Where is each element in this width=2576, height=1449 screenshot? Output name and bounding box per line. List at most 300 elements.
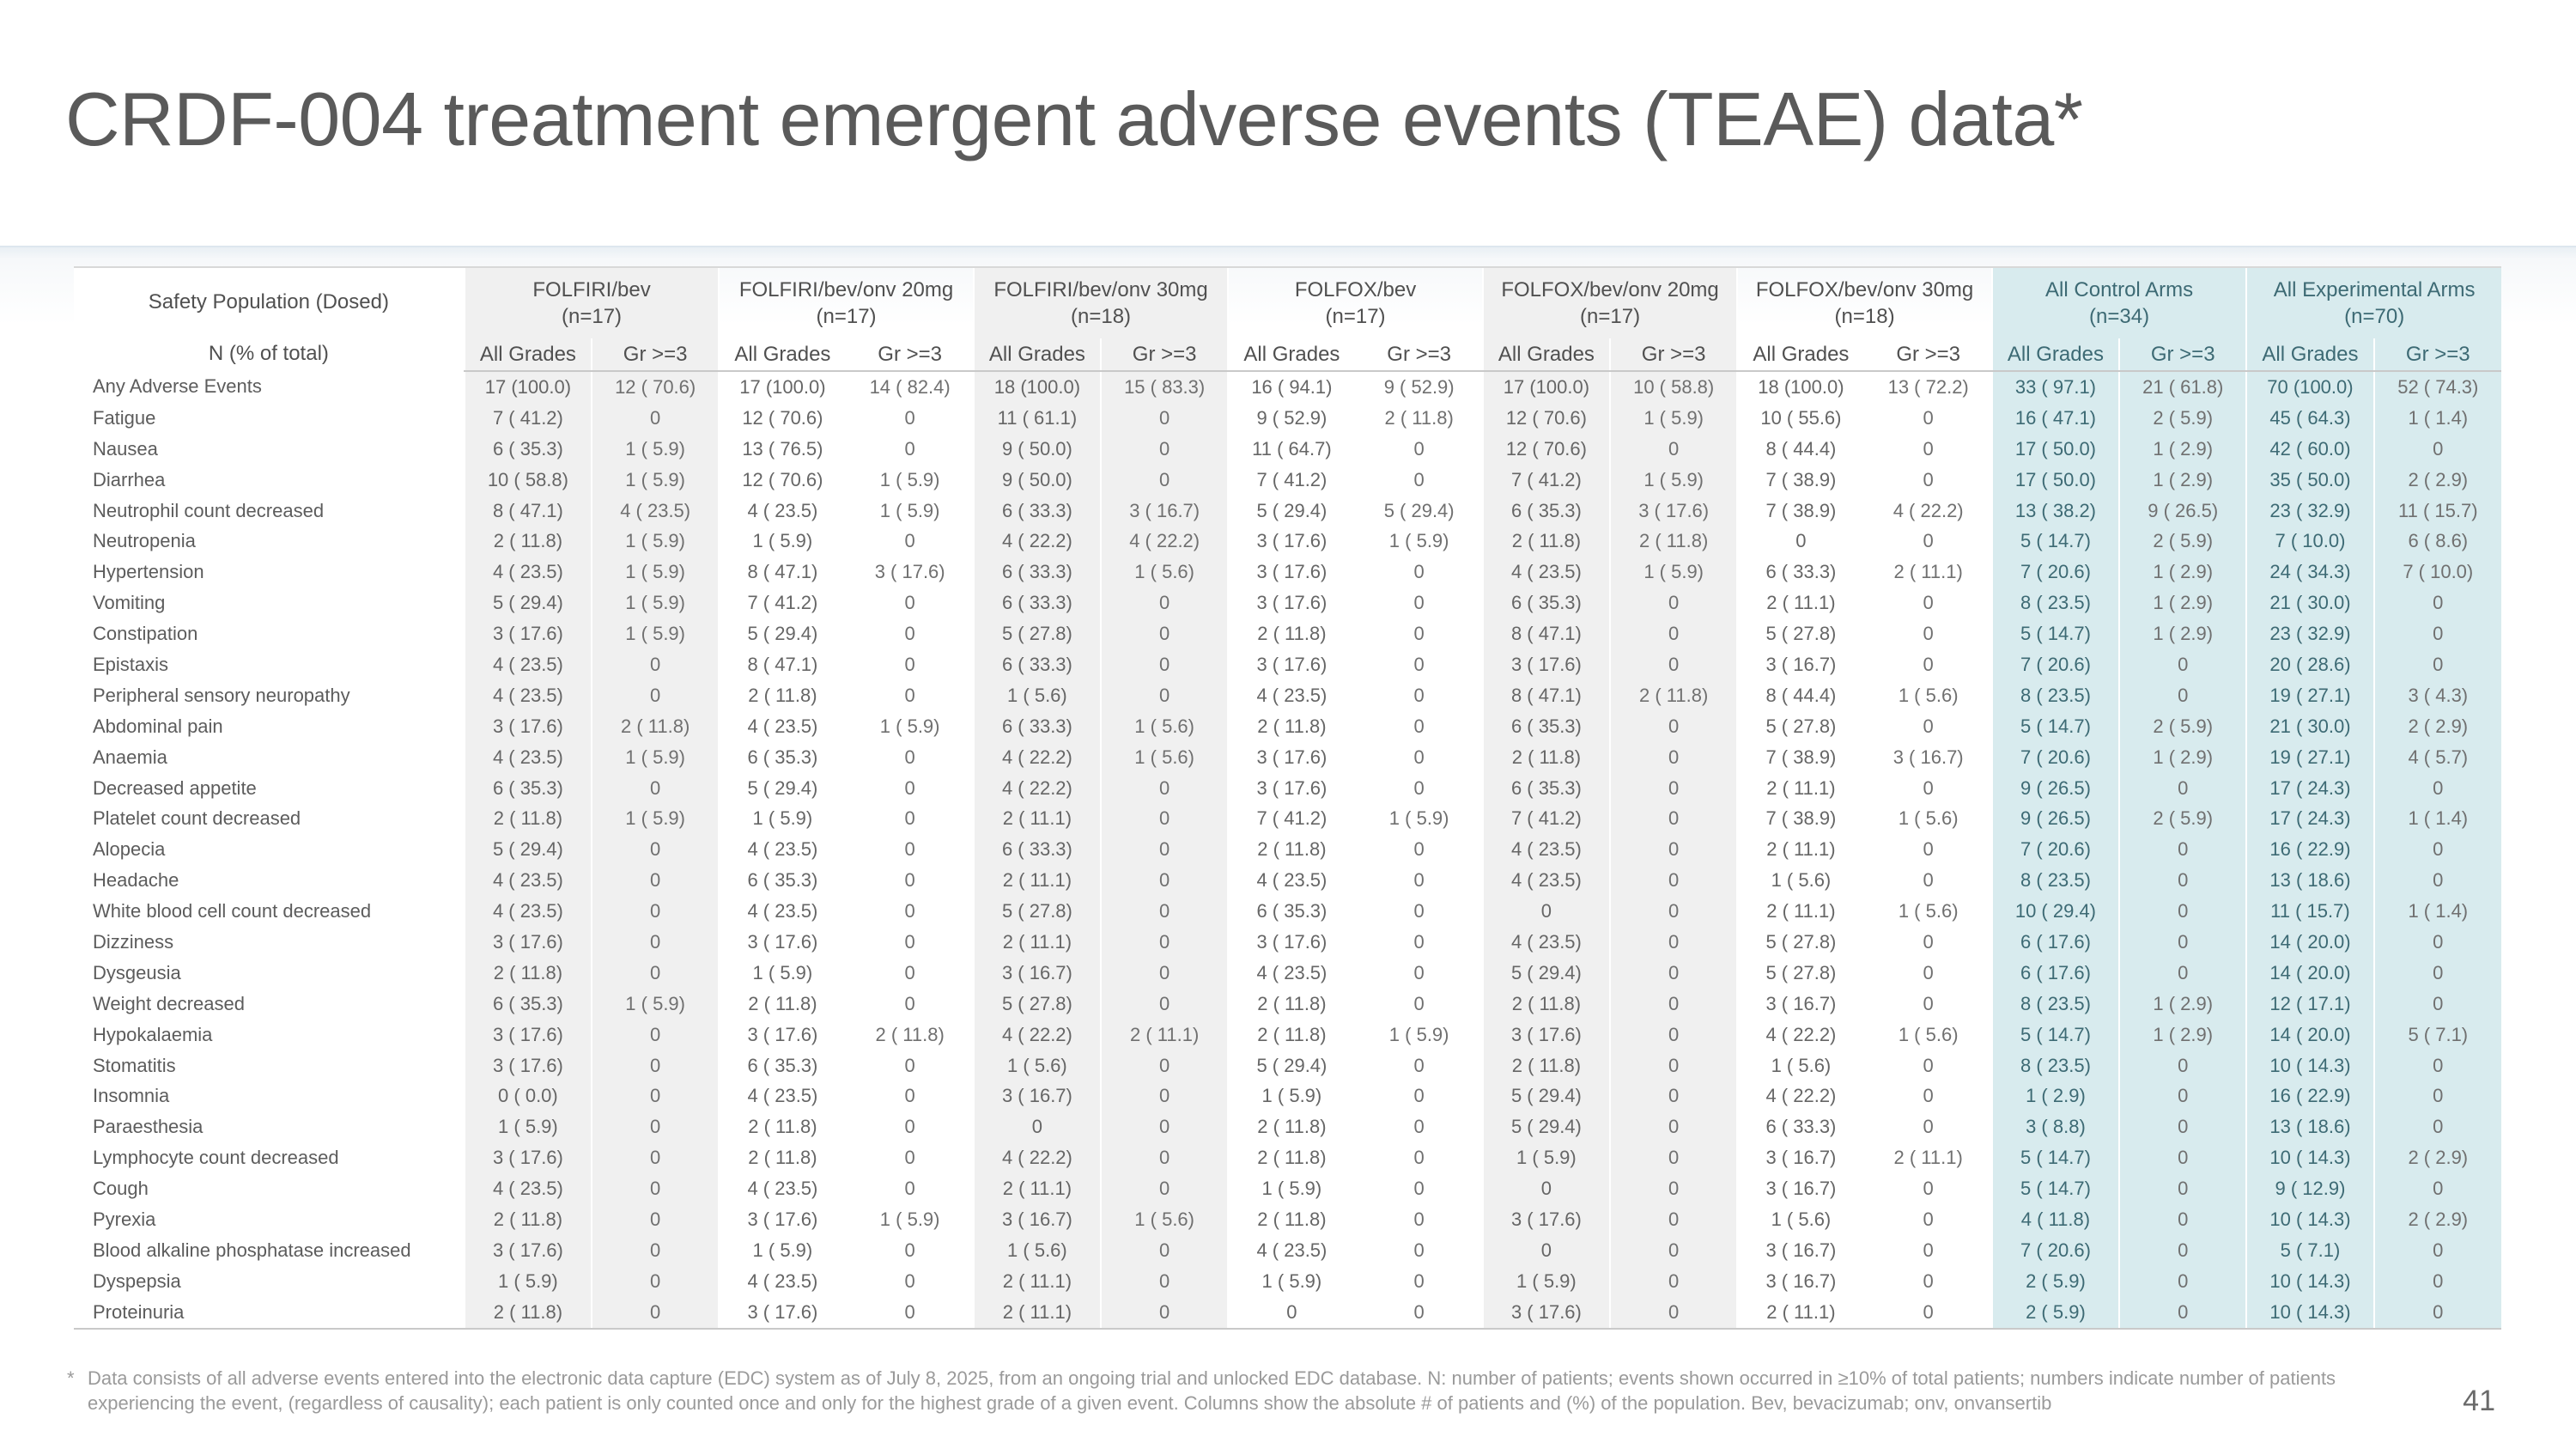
cell-all-grades: 0 [1483, 1173, 1610, 1204]
cell-grade3: 0 [1356, 742, 1483, 773]
cell-grade3: 0 [2374, 834, 2501, 865]
event-name: Blood alkaline phosphatase increased [74, 1235, 465, 1266]
arm-n: (n=17) [562, 305, 623, 329]
cell-grade3: 1 ( 5.9) [847, 1204, 974, 1235]
cell-grade3: 0 [1101, 927, 1228, 958]
cell-grade3: 0 [2119, 896, 2246, 927]
cell-all-grades: 8 ( 23.5) [1992, 1050, 2119, 1081]
cell-all-grades: 4 ( 23.5) [1228, 958, 1355, 989]
arm-header [1228, 267, 1483, 338]
cell-all-grades: 6 ( 33.3) [1737, 1111, 1864, 1142]
event-name: Peripheral sensory neuropathy [74, 680, 465, 711]
cell-grade3: 0 [1610, 896, 1737, 927]
cell-grade3: 7 ( 10.0) [2374, 557, 2501, 588]
cell-all-grades: 2 ( 11.1) [1737, 773, 1864, 804]
cell-grade3: 0 [1101, 896, 1228, 927]
cell-grade3: 0 [847, 1266, 974, 1297]
cell-all-grades: 2 ( 11.8) [719, 989, 846, 1020]
event-name: Lymphocyte count decreased [74, 1142, 465, 1173]
grade3-header: Gr >=3 [2374, 338, 2501, 371]
cell-grade3: 0 [592, 865, 719, 896]
cell-all-grades: 16 ( 94.1) [1228, 371, 1355, 403]
cell-all-grades: 7 ( 20.6) [1992, 557, 2119, 588]
cell-all-grades: 1 ( 5.6) [974, 1235, 1101, 1266]
table-row [74, 711, 2501, 742]
cell-all-grades: 4 ( 23.5) [1483, 557, 1610, 588]
cell-all-grades: 3 ( 16.7) [1737, 649, 1864, 680]
cell-grade3: 0 [1356, 958, 1483, 989]
cell-all-grades: 2 ( 11.1) [1737, 834, 1864, 865]
cell-grade3: 0 [592, 896, 719, 927]
event-name: Anaemia [74, 742, 465, 773]
cell-all-grades: 7 ( 38.9) [1737, 742, 1864, 773]
table-row [74, 371, 2501, 403]
cell-grade3: 0 [2119, 1142, 2246, 1173]
cell-all-grades: 4 ( 23.5) [1483, 927, 1610, 958]
cell-grade3: 0 [592, 1142, 719, 1173]
all-grades-header: All Grades [465, 338, 592, 371]
cell-grade3: 1 ( 5.9) [592, 803, 719, 834]
slide-title: CRDF-004 treatment emergent adverse events (TEAE) data* [65, 76, 2083, 161]
arm-header [1737, 267, 1992, 338]
event-name: Platelet count decreased [74, 803, 465, 834]
arm-name: FOLFIRI/bev/onv 20mg [738, 278, 954, 302]
cell-grade3: 0 [1865, 773, 1992, 804]
cell-grade3: 0 [1610, 803, 1737, 834]
cell-all-grades: 5 ( 29.4) [1483, 1081, 1610, 1111]
cell-all-grades: 0 [1483, 1235, 1610, 1266]
cell-all-grades: 6 ( 35.3) [1483, 588, 1610, 618]
cell-grade3: 0 [1610, 1111, 1737, 1142]
cell-grade3: 1 ( 1.4) [2374, 403, 2501, 434]
cell-grade3: 0 [1865, 1050, 1992, 1081]
cell-grade3: 1 ( 2.9) [2119, 557, 2246, 588]
event-name: Weight decreased [74, 989, 465, 1020]
cell-grade3: 0 [1356, 1050, 1483, 1081]
cell-grade3: 0 [1101, 1081, 1228, 1111]
cell-all-grades: 5 ( 29.4) [1228, 496, 1355, 527]
cell-all-grades: 3 ( 16.7) [974, 958, 1101, 989]
cell-all-grades: 4 ( 23.5) [719, 1173, 846, 1204]
cell-all-grades: 6 ( 35.3) [1483, 711, 1610, 742]
cell-grade3: 0 [1356, 896, 1483, 927]
cell-all-grades: 13 ( 18.6) [2246, 1111, 2373, 1142]
table-row [74, 465, 2501, 496]
cell-grade3: 1 ( 2.9) [2119, 989, 2246, 1020]
cell-grade3: 0 [1101, 1111, 1228, 1142]
arm-name: FOLFIRI/bev [532, 278, 651, 302]
cell-all-grades: 8 ( 44.4) [1737, 680, 1864, 711]
cell-all-grades: 8 ( 47.1) [719, 649, 846, 680]
cell-grade3: 0 [1865, 865, 1992, 896]
cell-all-grades: 2 ( 11.8) [1228, 1204, 1355, 1235]
cell-grade3: 0 [847, 834, 974, 865]
cell-all-grades: 7 ( 38.9) [1737, 803, 1864, 834]
cell-all-grades: 2 ( 11.8) [719, 1142, 846, 1173]
cell-all-grades: 8 ( 47.1) [1483, 680, 1610, 711]
cell-all-grades: 3 ( 17.6) [465, 1235, 592, 1266]
cell-grade3: 1 ( 5.9) [592, 588, 719, 618]
cell-all-grades: 1 ( 5.6) [974, 1050, 1101, 1081]
cell-grade3: 0 [1865, 434, 1992, 465]
cell-all-grades: 5 ( 14.7) [1992, 526, 2119, 557]
arm-header [465, 267, 720, 338]
cell-all-grades: 6 ( 35.3) [719, 865, 846, 896]
cell-grade3: 1 ( 5.6) [1101, 557, 1228, 588]
cell-all-grades: 6 ( 35.3) [719, 1050, 846, 1081]
cell-all-grades: 3 ( 17.6) [1228, 588, 1355, 618]
cell-all-grades: 3 ( 16.7) [1737, 1235, 1864, 1266]
cell-grade3: 0 [1101, 773, 1228, 804]
cell-grade3: 3 ( 16.7) [1865, 742, 1992, 773]
cell-grade3: 0 [1356, 680, 1483, 711]
cell-grade3: 1 ( 5.9) [1356, 1020, 1483, 1050]
cell-grade3: 0 [1101, 403, 1228, 434]
cell-all-grades: 4 ( 23.5) [465, 557, 592, 588]
cell-grade3: 0 [1865, 1111, 1992, 1142]
cell-grade3: 0 [1356, 834, 1483, 865]
cell-all-grades: 23 ( 32.9) [2246, 496, 2373, 527]
arm-n: (n=18) [1834, 305, 1895, 329]
cell-grade3: 1 ( 5.6) [1865, 896, 1992, 927]
cell-all-grades: 20 ( 28.6) [2246, 649, 2373, 680]
cell-grade3: 0 [2374, 865, 2501, 896]
cell-all-grades: 8 ( 23.5) [1992, 989, 2119, 1020]
cell-all-grades: 3 ( 17.6) [1483, 1204, 1610, 1235]
arm-n: (n=34) [2089, 305, 2150, 329]
cell-all-grades: 4 ( 23.5) [719, 1266, 846, 1297]
event-name: Dizziness [74, 927, 465, 958]
cell-grade3: 0 [1356, 865, 1483, 896]
cell-all-grades: 4 ( 22.2) [1737, 1081, 1864, 1111]
cell-all-grades: 4 ( 23.5) [465, 680, 592, 711]
cell-all-grades: 18 (100.0) [974, 371, 1101, 403]
cell-grade3: 0 [847, 773, 974, 804]
cell-all-grades: 17 (100.0) [1483, 371, 1610, 403]
cell-all-grades: 0 ( 0.0) [465, 1081, 592, 1111]
page-number: 41 [2463, 1385, 2495, 1417]
cell-all-grades: 2 ( 11.8) [1483, 526, 1610, 557]
cell-all-grades: 7 ( 41.2) [1228, 803, 1355, 834]
cell-grade3: 2 ( 11.1) [1865, 557, 1992, 588]
cell-grade3: 0 [2119, 834, 2246, 865]
cell-all-grades: 4 ( 23.5) [719, 834, 846, 865]
cell-grade3: 0 [1865, 1235, 1992, 1266]
cell-all-grades: 3 ( 16.7) [1737, 1173, 1864, 1204]
cell-all-grades: 16 ( 22.9) [2246, 1081, 2373, 1111]
arm-name: All Control Arms [2045, 278, 2194, 302]
cell-all-grades: 6 ( 17.6) [1992, 958, 2119, 989]
table-row [74, 1050, 2501, 1081]
cell-all-grades: 17 ( 50.0) [1992, 434, 2119, 465]
cell-all-grades: 11 ( 64.7) [1228, 434, 1355, 465]
cell-all-grades: 4 ( 11.8) [1992, 1204, 2119, 1235]
cell-all-grades: 8 ( 23.5) [1992, 865, 2119, 896]
arm-n: (n=17) [816, 305, 877, 329]
event-name: Neutropenia [74, 526, 465, 557]
cell-all-grades: 3 ( 17.6) [1228, 742, 1355, 773]
cell-grade3: 0 [847, 958, 974, 989]
cell-all-grades: 5 ( 29.4) [465, 588, 592, 618]
cell-grade3: 0 [1610, 1235, 1737, 1266]
cell-grade3: 0 [592, 834, 719, 865]
cell-grade3: 0 [2119, 927, 2246, 958]
cell-all-grades: 4 ( 22.2) [1737, 1020, 1864, 1050]
cell-grade3: 0 [2374, 1235, 2501, 1266]
cell-grade3: 13 ( 72.2) [1865, 371, 1992, 403]
event-name: Diarrhea [74, 465, 465, 496]
cell-all-grades: 2 ( 11.1) [974, 865, 1101, 896]
cell-grade3: 0 [1356, 557, 1483, 588]
cell-all-grades: 12 ( 17.1) [2246, 989, 2373, 1020]
cell-grade3: 0 [1865, 834, 1992, 865]
cell-grade3: 0 [2374, 927, 2501, 958]
cell-all-grades: 5 ( 27.8) [1737, 958, 1864, 989]
table-row [74, 649, 2501, 680]
cell-all-grades: 14 ( 20.0) [2246, 1020, 2373, 1050]
table-corner [74, 267, 465, 371]
cell-all-grades: 6 ( 35.3) [465, 773, 592, 804]
cell-all-grades: 3 ( 17.6) [1228, 649, 1355, 680]
cell-all-grades: 3 ( 17.6) [719, 1297, 846, 1329]
event-name: Paraesthesia [74, 1111, 465, 1142]
cell-grade3: 0 [592, 680, 719, 711]
cell-grade3: 0 [2119, 1266, 2246, 1297]
cell-grade3: 21 ( 61.8) [2119, 371, 2246, 403]
cell-all-grades: 5 ( 14.7) [1992, 711, 2119, 742]
cell-grade3: 0 [2374, 1050, 2501, 1081]
cell-all-grades: 12 ( 70.6) [1483, 403, 1610, 434]
cell-all-grades: 0 [1737, 526, 1864, 557]
grade3-header: Gr >=3 [592, 338, 719, 371]
cell-all-grades: 7 ( 38.9) [1737, 465, 1864, 496]
grade3-header: Gr >=3 [847, 338, 974, 371]
cell-grade3: 0 [2119, 1173, 2246, 1204]
cell-grade3: 0 [1865, 1173, 1992, 1204]
cell-grade3: 0 [1865, 1204, 1992, 1235]
cell-grade3: 2 ( 5.9) [2119, 711, 2246, 742]
cell-all-grades: 2 ( 11.1) [974, 1266, 1101, 1297]
cell-all-grades: 3 ( 16.7) [1737, 989, 1864, 1020]
cell-grade3: 10 ( 58.8) [1610, 371, 1737, 403]
cell-grade3: 0 [2119, 958, 2246, 989]
table-row [74, 989, 2501, 1020]
event-name: Any Adverse Events [74, 371, 465, 403]
arm-n: (n=70) [2344, 305, 2405, 329]
cell-all-grades: 3 ( 17.6) [465, 1142, 592, 1173]
event-name: Abdominal pain [74, 711, 465, 742]
cell-grade3: 0 [592, 1050, 719, 1081]
cell-all-grades: 7 ( 38.9) [1737, 496, 1864, 527]
cell-grade3: 0 [1101, 1266, 1228, 1297]
cell-all-grades: 9 ( 12.9) [2246, 1173, 2373, 1204]
cell-all-grades: 2 ( 11.8) [465, 803, 592, 834]
cell-grade3: 0 [847, 803, 974, 834]
cell-all-grades: 4 ( 23.5) [465, 896, 592, 927]
cell-all-grades: 3 ( 17.6) [465, 1020, 592, 1050]
cell-grade3: 0 [1356, 711, 1483, 742]
cell-grade3: 0 [2374, 434, 2501, 465]
cell-all-grades: 6 ( 35.3) [1228, 896, 1355, 927]
cell-all-grades: 4 ( 23.5) [1483, 834, 1610, 865]
cell-all-grades: 5 ( 27.8) [974, 896, 1101, 927]
cell-all-grades: 3 ( 17.6) [465, 1050, 592, 1081]
cell-all-grades: 7 ( 41.2) [465, 403, 592, 434]
cell-all-grades: 7 ( 41.2) [719, 588, 846, 618]
cell-all-grades: 3 ( 16.7) [974, 1204, 1101, 1235]
cell-grade3: 0 [1610, 1050, 1737, 1081]
cell-all-grades: 2 ( 11.8) [1228, 618, 1355, 649]
table-row [74, 896, 2501, 927]
cell-grade3: 2 ( 2.9) [2374, 1204, 2501, 1235]
cell-all-grades: 21 ( 30.0) [2246, 588, 2373, 618]
cell-grade3: 1 ( 2.9) [2119, 618, 2246, 649]
cell-grade3: 1 ( 5.9) [847, 711, 974, 742]
cell-grade3: 0 [592, 1235, 719, 1266]
cell-grade3: 0 [1610, 1173, 1737, 1204]
cell-grade3: 0 [2374, 773, 2501, 804]
cell-grade3: 0 [1356, 1173, 1483, 1204]
grade3-header: Gr >=3 [1356, 338, 1483, 371]
cell-all-grades: 5 ( 14.7) [1992, 618, 2119, 649]
cell-all-grades: 7 ( 41.2) [1483, 465, 1610, 496]
table-row [74, 865, 2501, 896]
cell-all-grades: 1 ( 5.9) [1228, 1173, 1355, 1204]
cell-all-grades: 10 ( 29.4) [1992, 896, 2119, 927]
cell-all-grades: 5 ( 29.4) [1483, 958, 1610, 989]
cell-all-grades: 33 ( 97.1) [1992, 371, 2119, 403]
cell-all-grades: 0 [1228, 1297, 1355, 1329]
cell-grade3: 1 ( 5.9) [847, 465, 974, 496]
cell-grade3: 3 ( 17.6) [847, 557, 974, 588]
event-name: Insomnia [74, 1081, 465, 1111]
cell-grade3: 0 [1865, 1081, 1992, 1111]
cell-grade3: 0 [847, 1050, 974, 1081]
event-name: Neutrophil count decreased [74, 496, 465, 527]
cell-grade3: 2 ( 2.9) [2374, 465, 2501, 496]
cell-all-grades: 9 ( 52.9) [1228, 403, 1355, 434]
cell-grade3: 0 [2119, 1050, 2246, 1081]
cell-all-grades: 2 ( 11.1) [1737, 1297, 1864, 1329]
cell-grade3: 0 [2374, 618, 2501, 649]
cell-all-grades: 17 (100.0) [465, 371, 592, 403]
cell-all-grades: 5 ( 14.7) [1992, 1173, 2119, 1204]
cell-grade3: 0 [847, 588, 974, 618]
cell-all-grades: 6 ( 17.6) [1992, 927, 2119, 958]
cell-all-grades: 2 ( 11.8) [1483, 1050, 1610, 1081]
cell-grade3: 0 [1610, 773, 1737, 804]
cell-all-grades: 4 ( 22.2) [974, 1020, 1101, 1050]
cell-all-grades: 3 ( 17.6) [1483, 1020, 1610, 1050]
cell-grade3: 3 ( 16.7) [1101, 496, 1228, 527]
cell-all-grades: 6 ( 35.3) [1483, 773, 1610, 804]
cell-all-grades: 4 ( 23.5) [719, 1081, 846, 1111]
cell-all-grades: 6 ( 33.3) [974, 588, 1101, 618]
cell-all-grades: 42 ( 60.0) [2246, 434, 2373, 465]
table-body [74, 371, 2501, 1329]
table-row [74, 588, 2501, 618]
cell-grade3: 0 [1610, 649, 1737, 680]
cell-grade3: 1 ( 5.6) [1101, 711, 1228, 742]
table-row [74, 1235, 2501, 1266]
cell-grade3: 0 [1101, 680, 1228, 711]
table-row [74, 1111, 2501, 1142]
cell-grade3: 0 [847, 865, 974, 896]
cell-grade3: 1 ( 5.9) [592, 557, 719, 588]
cell-grade3: 4 ( 23.5) [592, 496, 719, 527]
cell-all-grades: 2 ( 11.8) [1228, 711, 1355, 742]
cell-all-grades: 8 ( 23.5) [1992, 588, 2119, 618]
cell-grade3: 0 [2374, 1173, 2501, 1204]
cell-all-grades: 6 ( 33.3) [974, 496, 1101, 527]
cell-grade3: 0 [1610, 958, 1737, 989]
cell-all-grades: 17 ( 24.3) [2246, 803, 2373, 834]
cell-all-grades: 4 ( 23.5) [719, 496, 846, 527]
cell-all-grades: 3 ( 17.6) [1483, 649, 1610, 680]
cell-grade3: 0 [1356, 649, 1483, 680]
cell-all-grades: 5 ( 27.8) [974, 618, 1101, 649]
table-row [74, 1020, 2501, 1050]
cell-all-grades: 2 ( 11.8) [465, 958, 592, 989]
cell-all-grades: 4 ( 23.5) [1228, 1235, 1355, 1266]
cell-grade3: 1 ( 5.9) [592, 434, 719, 465]
cell-all-grades: 3 ( 17.6) [465, 927, 592, 958]
cell-all-grades: 5 ( 7.1) [2246, 1235, 2373, 1266]
cell-all-grades: 2 ( 11.8) [465, 1204, 592, 1235]
cell-grade3: 0 [1101, 1050, 1228, 1081]
cell-grade3: 0 [1101, 958, 1228, 989]
cell-all-grades: 17 ( 50.0) [1992, 465, 2119, 496]
footnote [67, 1366, 2403, 1416]
arm-header [2246, 267, 2501, 338]
cell-all-grades: 3 ( 17.6) [719, 1020, 846, 1050]
cell-all-grades: 19 ( 27.1) [2246, 742, 2373, 773]
all-grades-header: All Grades [1737, 338, 1864, 371]
cell-all-grades: 1 ( 5.9) [1228, 1266, 1355, 1297]
event-name: Stomatitis [74, 1050, 465, 1081]
cell-grade3: 0 [2119, 1111, 2246, 1142]
cell-grade3: 0 [592, 403, 719, 434]
cell-grade3: 1 ( 1.4) [2374, 803, 2501, 834]
cell-all-grades: 13 ( 18.6) [2246, 865, 2373, 896]
cell-grade3: 0 [1101, 834, 1228, 865]
cell-all-grades: 19 ( 27.1) [2246, 680, 2373, 711]
cell-grade3: 0 [847, 680, 974, 711]
cell-grade3: 0 [847, 434, 974, 465]
cell-all-grades: 6 ( 35.3) [465, 434, 592, 465]
cell-all-grades: 1 ( 2.9) [1992, 1081, 2119, 1111]
cell-all-grades: 2 ( 11.8) [1228, 1142, 1355, 1173]
all-grades-header: All Grades [1483, 338, 1610, 371]
cell-grade3: 0 [592, 1297, 719, 1329]
cell-all-grades: 13 ( 38.2) [1992, 496, 2119, 527]
cell-grade3: 0 [847, 742, 974, 773]
cell-all-grades: 3 ( 16.7) [1737, 1142, 1864, 1173]
cell-all-grades: 2 ( 11.8) [719, 680, 846, 711]
cell-all-grades: 4 ( 22.2) [974, 1142, 1101, 1173]
arm-name: All Experimental Arms [2273, 278, 2476, 302]
cell-all-grades: 5 ( 29.4) [465, 834, 592, 865]
cell-grade3: 4 ( 5.7) [2374, 742, 2501, 773]
cell-all-grades: 3 ( 16.7) [974, 1081, 1101, 1111]
cell-all-grades: 11 ( 15.7) [2246, 896, 2373, 927]
cell-all-grades: 13 ( 76.5) [719, 434, 846, 465]
group-header-row [74, 267, 2501, 338]
cell-grade3: 0 [1865, 927, 1992, 958]
cell-all-grades: 24 ( 34.3) [2246, 557, 2373, 588]
table-row [74, 434, 2501, 465]
cell-grade3: 0 [847, 1142, 974, 1173]
